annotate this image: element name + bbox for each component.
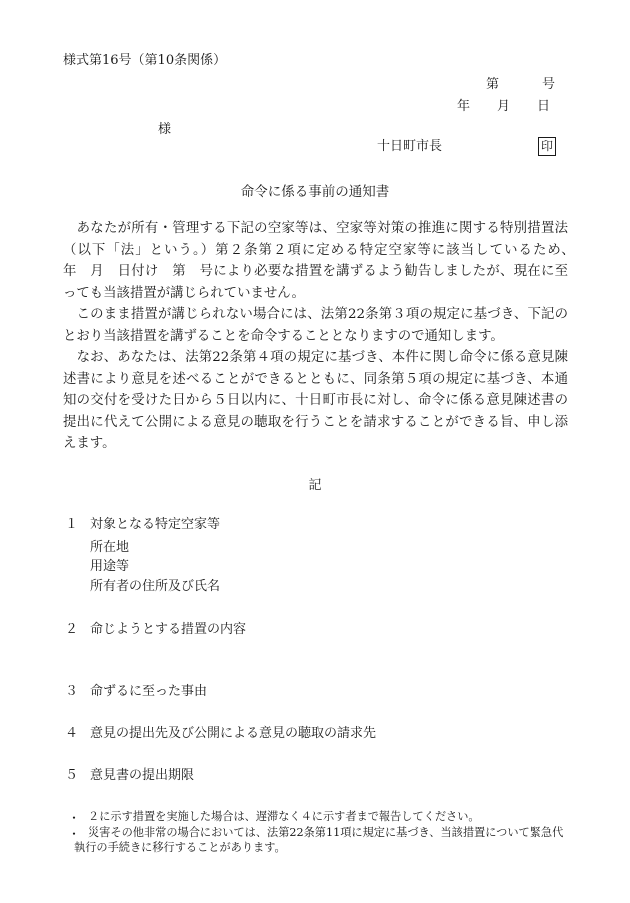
section-number: ４ xyxy=(65,726,79,741)
form-number: 様式第16号（第10条関係） xyxy=(63,53,227,68)
section-subitem: 所有者の住所及び氏名 xyxy=(90,579,221,594)
section-number: ２ xyxy=(65,622,79,637)
month-label: 月 xyxy=(497,99,511,114)
document-number-line xyxy=(486,77,555,93)
ki-heading: 記 xyxy=(308,478,322,493)
document-title: 命令に係る事前の通知書 xyxy=(240,184,390,200)
section-subitem: 所在地 xyxy=(90,540,130,555)
note-bullet: ・ xyxy=(68,811,81,825)
note-2-line-2: 執行の手続きに移行することがあります。 xyxy=(74,841,286,854)
section-label: 対象となる特定空家等 xyxy=(90,517,221,532)
body-paragraph-3: なお、あなたは、法第22条第４項の規定に基づき、本件に関し命令に係る意見陳述書により意見を述べることができるとともに、同条第５項の規定に基づき、本通知の交付を受けた日から５日以内に、十日町市長に対し、命令に係る意見陳述書の提出に代えて公開による意見の聴取を行うことを請求することができる旨、申し添えます。 xyxy=(63,350,568,451)
body-paragraph-2: このまま措置が講じられない場合には、法第22条第３項の規定に基づき、下記のとおり当該措置を講ずることを命令することとなりますので通知します。 xyxy=(63,307,568,344)
body-paragraph-1: あなたが所有・管理する下記の空家等は、空家等対策の推進に関する特別措置法（以下「法」という。）第２条第２項に定める特定空家等に該当しているため、 年 月 日付け 第 号により必要な措置を講ずるよう勧告しましたが、現在に至っても当該措置が講じられていません。 xyxy=(63,221,609,301)
section-label: 意見書の提出期限 xyxy=(90,768,195,783)
section-subitem: 用途等 xyxy=(90,559,130,574)
section-number: ３ xyxy=(65,684,79,699)
body-text xyxy=(63,218,609,455)
doc-number-prefix: 第 xyxy=(486,77,500,92)
date-line xyxy=(457,99,550,115)
day-label: 日 xyxy=(537,99,551,114)
section-label: 命じようとする措置の内容 xyxy=(90,622,247,637)
section-label: 意見の提出先及び公開による意見の聴取の請求先 xyxy=(90,726,377,741)
note-1: ２に示す措置を実施した場合は、遅滞なく４に示す者まで報告してください。 xyxy=(88,810,480,823)
section-number: ５ xyxy=(65,768,79,783)
year-label: 年 xyxy=(457,99,471,114)
sender-name: 十日町市長 xyxy=(377,139,443,154)
note-bullet: ・ xyxy=(68,827,81,841)
addressee: 様 xyxy=(158,122,172,137)
section-label: 命ずるに至った事由 xyxy=(90,684,208,699)
section-number: １ xyxy=(65,517,79,532)
doc-number-suffix: 号 xyxy=(542,77,556,92)
seal-stamp: 印 xyxy=(538,137,556,156)
note-2-line-1: 災害その他非常の場合においては、法第22条第11項に規定に基づき、当該措置について緊急代 xyxy=(88,826,564,839)
